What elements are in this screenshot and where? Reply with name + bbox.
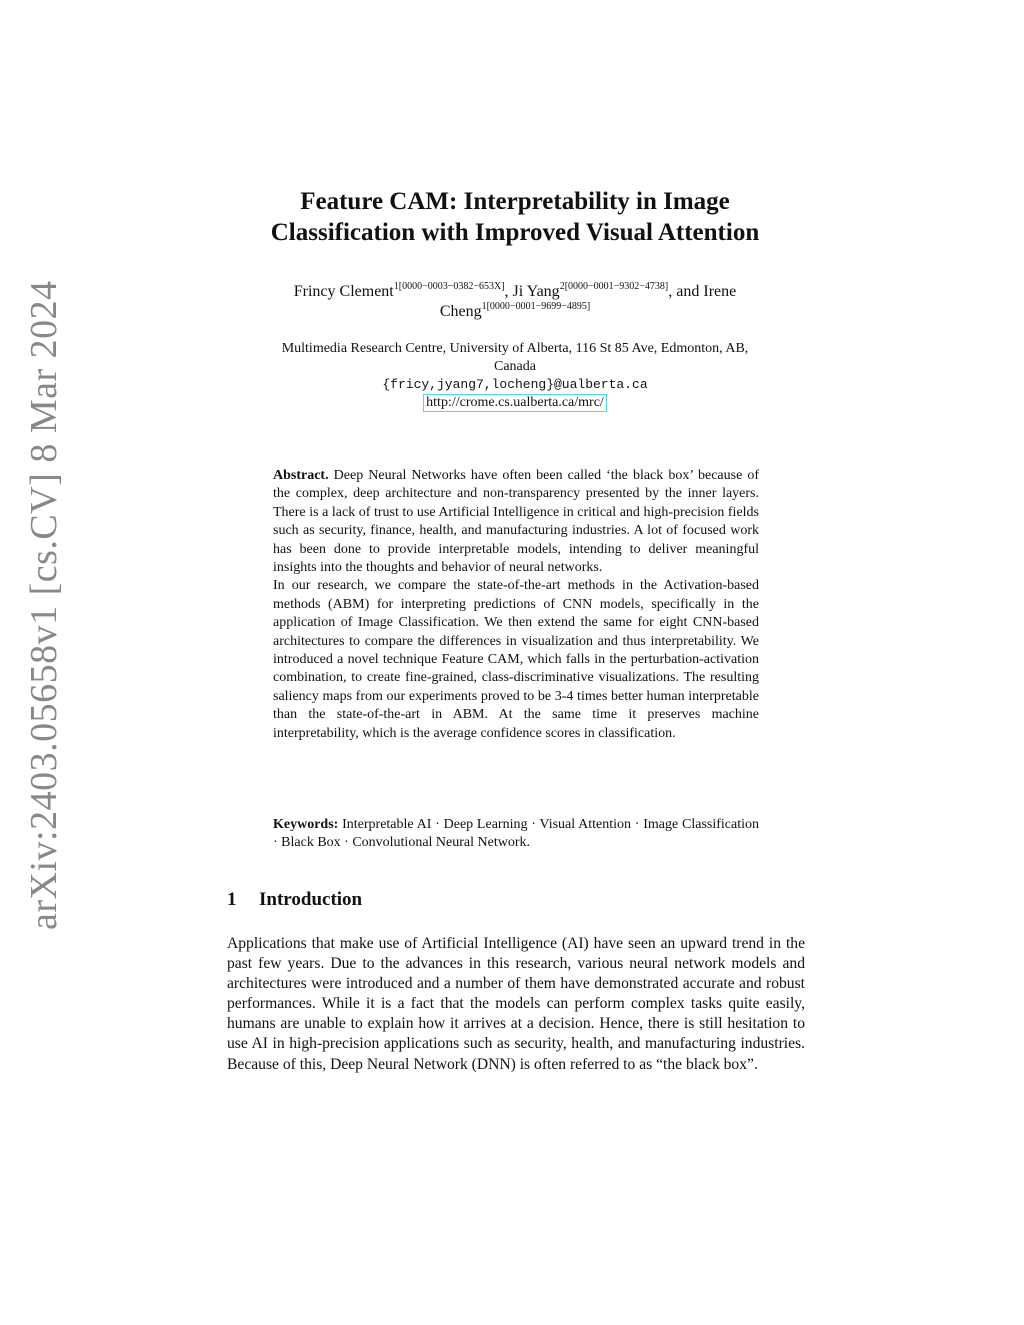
title-line-2: Classification with Improved Visual Attention — [270, 219, 760, 246]
section-title: Introduction — [259, 889, 363, 910]
abstract-text: Deep Neural Networks have often been called ‘the black box’ because of the complex, deep architecture and non-transparency presented by the inner layers. There is a lack of trust to use Artificial Intelligence in critical and high-precision fields such as security, finance, health, and manufacturing industries. A lot of focused work has been done to provide interpretable models, intending to deliver meaningful insights into the thoughts and behavior of neural networks. — [273, 468, 760, 576]
body-paragraph: Applications that make use of Artificial Intelligence (AI) have seen an upward trend in the past few years. Due to the advances in this research, various neural network models and architectures were introduced and a number of them have demonstrated accurate and robust performances. While it is a fact that the models can perform complex tasks quite easily, humans are unable to explain how it arrives at a decision. Hence, there is still hesitation to use AI in high-precision applications such as security, health, and manufacturing industries. Because of this, Deep Neural Network (DNN) is often referred to as “the black box”. — [227, 935, 805, 1073]
email-line — [218, 376, 812, 394]
affiliation-block — [218, 340, 812, 412]
author-list — [218, 282, 812, 322]
abstract-label: Abstract. — [273, 468, 329, 483]
author-separator: , and Irene — [668, 283, 737, 300]
paper-title — [200, 186, 830, 248]
abstract-paragraph-2: In our research, we compare the state-of-the-art methods in the Activation-based methods (ABM) for interpreting predictions of CNN models, specifically in the application of Image Classification. We then extend the same for eight CNN-based architectures to compare the differences in visualization and thus interpretability. We introduced a novel technique Feature CAM, which falls in the perturbation-activation combination, to create fine-grained, class-discriminative visualizations. The resulting saliency maps from our experiments proved to be 3-4 times better human interpretable than the state-of-the-art in ABM. At the same time it preserves machine interpretability, which is the average confidence scores in classification. — [273, 578, 759, 741]
author-line-1 — [218, 282, 812, 302]
section-heading — [227, 888, 362, 912]
keywords-label: Keywords: — [273, 817, 339, 832]
keywords-block — [273, 816, 759, 853]
abstract-block — [273, 467, 759, 743]
author-orcid: 2[0000−0001−9302−4738] — [559, 281, 669, 292]
introduction-body — [227, 934, 805, 1075]
author-name: Frincy Clement — [293, 283, 394, 300]
affiliation-line-1: Multimedia Research Centre, University of Alberta, 116 St 85 Ave, Edmonton, AB, — [281, 341, 749, 356]
author-orcid: 1[0000−0001−9699−4895] — [481, 301, 591, 312]
url-line — [218, 394, 812, 412]
author-line-2 — [218, 302, 812, 322]
author-emails: {fricy,jyang7,locheng}@ualberta.ca — [382, 377, 648, 392]
author-name: , Ji Yang — [504, 283, 560, 300]
lab-url-link[interactable]: http://crome.cs.ualberta.ca/mrc/ — [423, 394, 607, 412]
author-name: Cheng — [439, 303, 482, 320]
affiliation-line-2: Canada — [494, 359, 536, 374]
section-number: 1 — [227, 889, 237, 910]
author-orcid: 1[0000−0003−0382−653X] — [393, 281, 505, 292]
abstract-paragraph-1 — [273, 467, 759, 577]
keywords-text: Interpretable AI · Deep Learning · Visual Attention · Image Classification · Black Box · Convolutional Neural Network. — [273, 817, 759, 851]
title-line-1: Feature CAM: Interpretability in Image — [300, 188, 730, 215]
arxiv-stamp: arXiv:2403.05658v1 [cs.CV] 8 Mar 2024 — [23, 280, 65, 930]
